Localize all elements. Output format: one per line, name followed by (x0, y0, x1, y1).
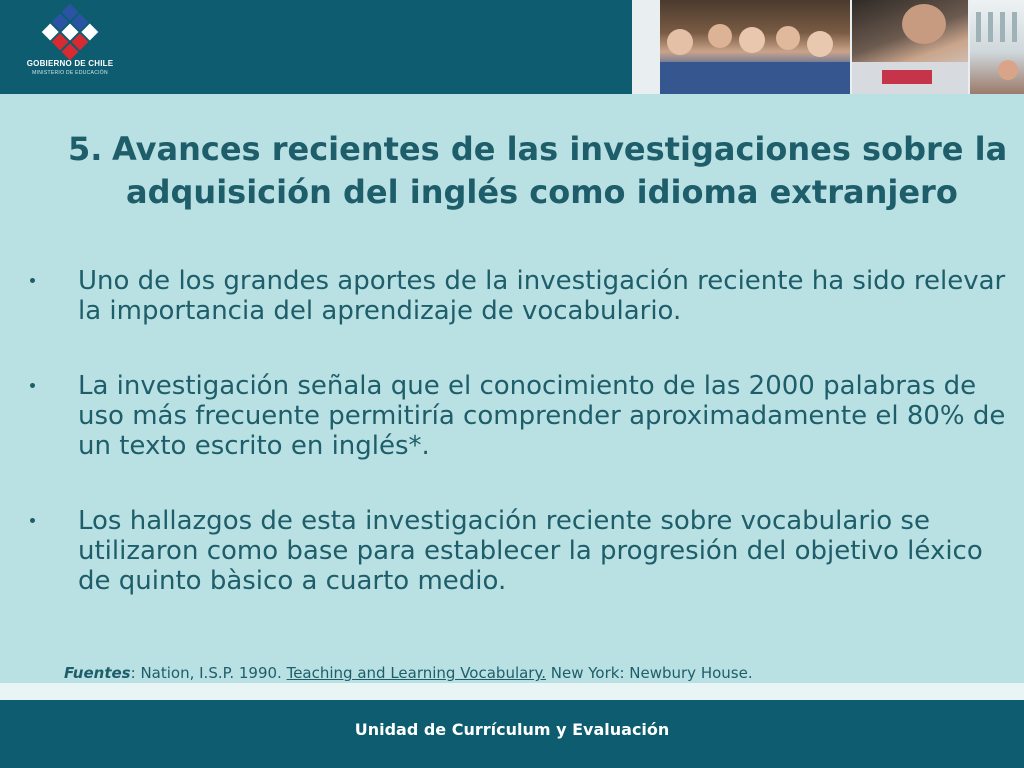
slide-title (68, 128, 1008, 214)
source-book-title: Teaching and Learning Vocabulary. (286, 664, 546, 682)
source-citation (64, 664, 753, 682)
student-writing-photo (852, 0, 968, 94)
gobierno-de-chile-logo (22, 4, 118, 90)
header-banner (0, 0, 1024, 94)
footer-banner (0, 700, 1024, 768)
title-line-2: adquisición del inglés como idioma extranjero (126, 173, 958, 211)
footer-light-strip (0, 683, 1024, 700)
source-text-2: New York: Newbury House. (545, 664, 753, 682)
slide-number: 5. (68, 130, 103, 168)
logo-line2: MINISTERIO DE EDUCACIÓN (32, 70, 108, 76)
bullet-text: Los hallazgos de esta investigación reciente sobre vocabulario se utilizaron como base para establecer la progresión del objetivo léxico de quinto bàsico a cuarto medio. (78, 506, 983, 596)
source-label: Fuentes (64, 664, 131, 682)
bullet-dot-icon (30, 518, 35, 523)
source-text-1: : Nation, I.S.P. 1990. (130, 664, 287, 682)
bullet-dot-icon (30, 278, 35, 283)
bullet-text: La investigación señala que el conocimiento de las 2000 palabras de uso más frecuente permitiría comprender aproximadamente el 80% de un texto escrito en inglés*. (78, 371, 1006, 461)
header-photo-collage (632, 0, 1024, 94)
laboratory-photo (970, 0, 1024, 94)
title-line1-text: Avances recientes de las investigaciones sobre la (112, 130, 1008, 168)
footer-text: Unidad de Currículum y Evaluación (354, 720, 670, 739)
title-line-1 (68, 128, 1008, 171)
chile-logo-icon (22, 4, 118, 60)
students-photo (660, 0, 850, 94)
bullet-dot-icon (30, 383, 35, 388)
bullet-text: Uno de los grandes aportes de la investigación reciente ha sido relevar la importancia del aprendizaje de vocabulario. (78, 266, 1006, 326)
logo-line1: GOBIERNO DE CHILE (26, 59, 114, 68)
